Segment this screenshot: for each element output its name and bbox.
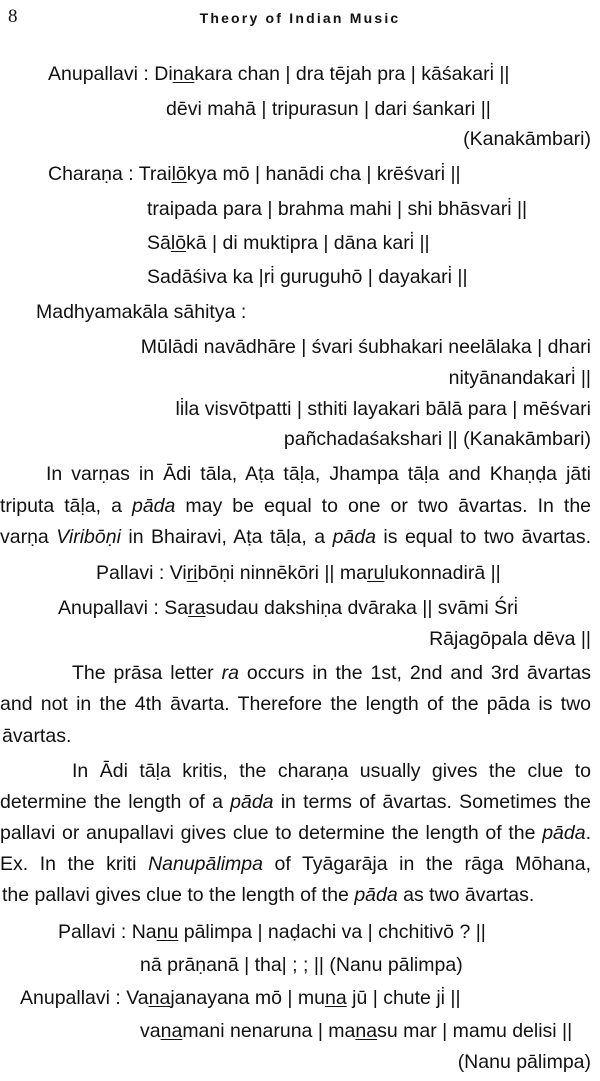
text-run: varṇa — [0, 526, 57, 548]
prasa-underlined-syllable: ru — [367, 562, 385, 584]
text-run: occurs in the 1st, 2nd and 3rd āvartas — [238, 662, 592, 684]
text-run: and not in the 4th āvarta. Therefore the length of the pāda is two — [0, 693, 591, 715]
text-run: kara chan | dra tējah pra | kāśakari̇ || — [194, 63, 510, 85]
text-run: Anupallavi : Sa — [58, 597, 189, 619]
text-run: pallavi or anupallavi gives clue to determine the length of the — [0, 822, 543, 844]
italic-term: pāda — [542, 822, 586, 844]
pallavi-nanu-line-1 — [58, 920, 486, 944]
charana-line-2 — [147, 197, 527, 221]
anupallavi-nanu-line-2 — [140, 1019, 572, 1043]
text-run: Sā — [147, 232, 171, 254]
text-run: Sadāśiva ka |ri̇ guruguhō | dayakari̇ || — [147, 266, 468, 288]
text-run: traipada para | brahma mahi | shi bhāsvari̇ || — [147, 198, 528, 220]
italic-term: Viribōṇi — [56, 526, 121, 548]
text-run: Ex. In the kriti — [0, 853, 149, 875]
prasa-underlined-syllable: na — [148, 987, 171, 1009]
text-run: su mar | mamu delisi || — [377, 1020, 573, 1042]
paragraph-3-line-4 — [0, 852, 591, 876]
text-run: (Nanu pālimpa) — [457, 1051, 591, 1073]
pallavi-example — [96, 561, 501, 585]
paragraph-1-line-2 — [0, 494, 591, 518]
text-run: In Ādi tāḷa kritis, the charaṇa usually gives the clue to — [72, 760, 591, 782]
page-number: 8 — [8, 6, 18, 27]
text-run: janayana mō | mu — [170, 987, 325, 1009]
anupallavi-nanu-refrain — [458, 1050, 591, 1074]
italic-term: pāda — [332, 526, 376, 548]
text-run: pañchadaśakshari || (Kanakāmbari) — [283, 428, 591, 450]
prasa-underlined-syllable: nu — [156, 921, 179, 943]
paragraph-1-line-3 — [0, 525, 591, 549]
text-run: Pallavi : Vi — [96, 562, 187, 584]
pallavi-nanu-line-2 — [140, 953, 463, 977]
text-run: (Kanakāmbari) — [463, 128, 591, 150]
text-run: the pallavi gives clue to the length of the — [2, 884, 355, 906]
text-run: jū | chute ji̇ || — [346, 987, 461, 1009]
text-run: of Tyāgarāja in the rāga Mōhana, — [262, 853, 591, 875]
prasa-underlined-syllable: lō — [170, 232, 187, 254]
text-run: is equal to two āvartas. — [375, 526, 591, 548]
text-run: kā | di muktipra | dāna kari̇ || — [186, 232, 430, 254]
prasa-underlined-syllable: na — [172, 63, 195, 85]
paragraph-3-line-3 — [0, 821, 591, 845]
text-run: Pallavi : Na — [58, 921, 157, 943]
paragraph-2-line-1 — [72, 661, 591, 685]
text-run: āvartas. — [2, 725, 72, 747]
text-run: bōṇi ninnēkōri || ma — [197, 562, 367, 584]
charana-line-3 — [147, 231, 430, 255]
text-run: Charaṇa : Trai — [48, 163, 172, 185]
text-run: triputa tāḷa, a — [0, 495, 132, 517]
italic-term: ra — [221, 662, 239, 684]
text-run: Mūlādi navādhāre | śvari śubhakari neelālaka | dhari — [140, 336, 591, 358]
text-run: kya mō | hanādi cha | krēśvari̇ || — [186, 163, 461, 185]
italic-term: pāda — [230, 791, 274, 813]
madhyamakala-line-2-cont — [284, 427, 591, 451]
text-run: In varṇas in Ādi tāla, Aṭa tāḷa, Jhampa tāḷa and Khaṇḍa jāti — [46, 463, 591, 485]
charana-line-4 — [147, 265, 468, 289]
prasa-underlined-syllable: lō — [171, 163, 187, 185]
paragraph-2-line-2 — [0, 692, 591, 716]
anupallavi-line-1 — [48, 62, 509, 86]
paragraph-1-line-1 — [46, 462, 591, 486]
text-run: Anupallavi : Di — [48, 63, 173, 85]
text-run: in terms of āvartas. Sometimes the — [273, 791, 591, 813]
text-run: dēvi mahā | tripurasun | dari śankari || — [166, 98, 491, 120]
text-run: Anupallavi : Va — [20, 987, 149, 1009]
text-run: Madhyamakāla sāhitya : — [36, 301, 247, 323]
italic-term: Nanupālimpa — [148, 853, 263, 875]
prasa-underlined-syllable: na — [160, 1020, 183, 1042]
italic-term: pāda — [354, 884, 398, 906]
running-title: Theory of Indian Music — [199, 10, 401, 26]
anupallavi-line-2 — [166, 97, 491, 121]
text-run: sudau dakshiṇa dvāraka || svāmi Śri̇ — [205, 597, 518, 619]
text-run: as two āvartas. — [397, 884, 535, 906]
anupallavi-example-cont — [429, 627, 591, 651]
text-run: may be equal to one or two āvartas. In the — [175, 495, 592, 517]
paragraph-3-line-2 — [0, 790, 591, 814]
charana-line-1 — [48, 162, 461, 186]
text-run: determine the length of a — [0, 791, 231, 813]
prasa-underlined-syllable: na — [325, 987, 347, 1009]
text-run: Rājagōpala dēva || — [429, 628, 591, 650]
text-run: The prāsa letter — [72, 662, 222, 684]
text-run: nityānandakari̇ || — [448, 367, 591, 389]
madhyamakala-line-2 — [176, 397, 591, 421]
prasa-underlined-syllable: na — [355, 1020, 378, 1042]
text-run: nā prāṇanā | tha| ; ; || (Nanu pālimpa) — [140, 954, 463, 976]
italic-term: pāda — [131, 495, 176, 517]
paragraph-2-line-3 — [2, 724, 71, 748]
text-run: mani nenaruna | ma — [182, 1020, 356, 1042]
anupallavi-nanu-line-1 — [20, 986, 461, 1010]
prasa-underlined-syllable: ri — [186, 562, 198, 584]
madhyamakala-line-1-cont — [449, 366, 591, 390]
text-run: . — [585, 822, 591, 844]
text-run: pālimpa | naḍachi va | chchitivō ? || — [178, 921, 486, 943]
paragraph-3-line-5 — [2, 883, 534, 907]
text-run: in Bhairavi, Aṭa tāḷa, a — [120, 526, 333, 548]
raga-reference — [463, 127, 591, 151]
prasa-underlined-syllable: ra — [188, 597, 206, 619]
anupallavi-example — [58, 596, 518, 620]
text-run: lukonnadirā || — [384, 562, 501, 584]
madhyamakala-heading — [36, 300, 246, 324]
text-run: va — [140, 1020, 161, 1042]
text-run: li̇la visvōtpatti | sthiti layakari bālā para | mēśvari — [175, 398, 591, 420]
paragraph-3-line-1 — [72, 759, 591, 783]
madhyamakala-line-1 — [141, 335, 591, 359]
